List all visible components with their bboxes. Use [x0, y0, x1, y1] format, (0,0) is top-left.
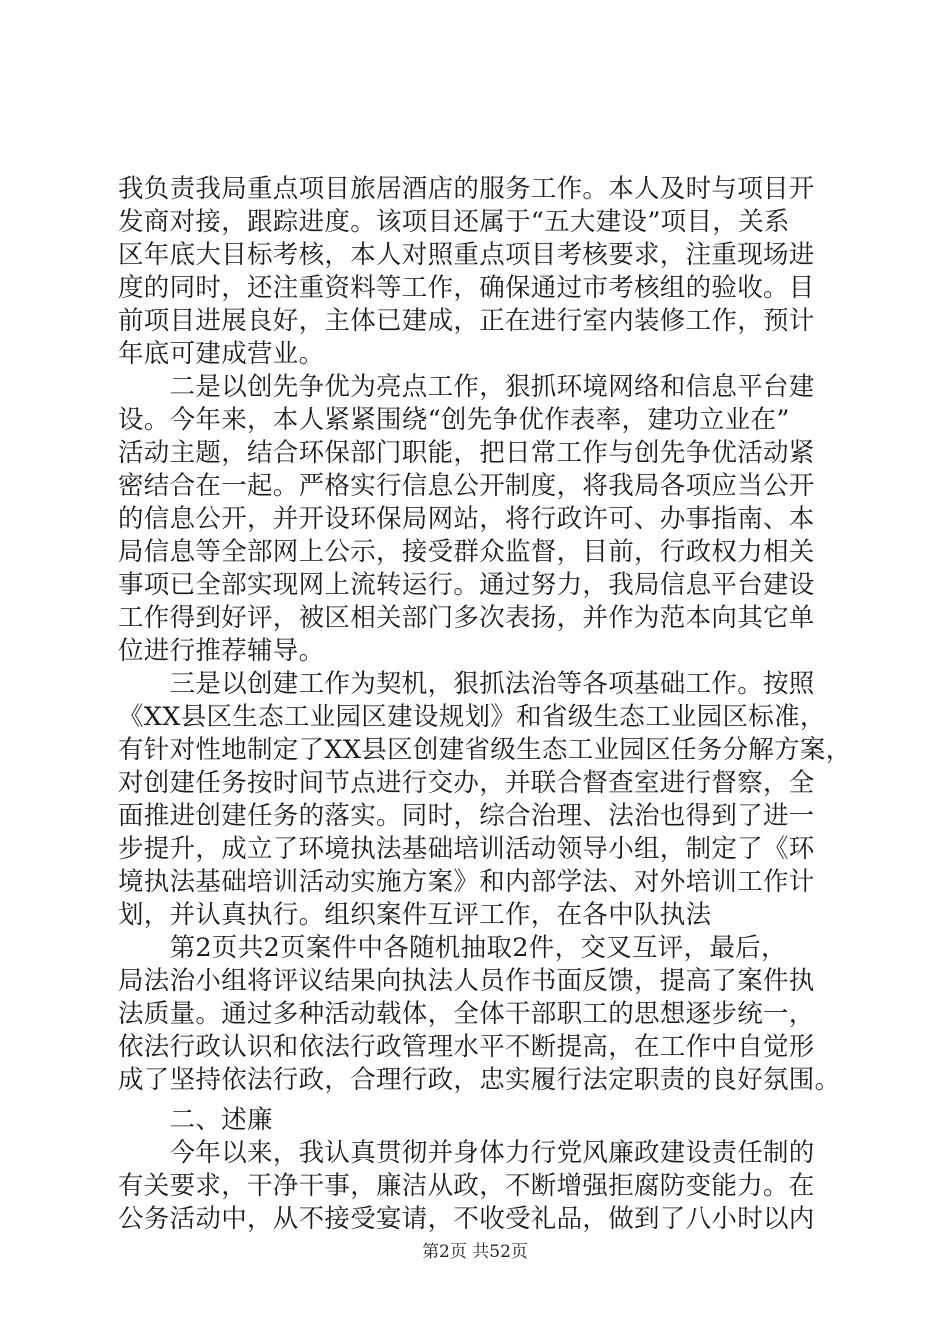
text-line: 依法行政认识和依法行政管理水平不断提高，在工作中自觉形 [118, 1032, 815, 1062]
text-line: 工作得到好评，被区相关部门多次表扬，并作为范本向其它单 [118, 603, 815, 633]
text-line: 区年底大目标考核，本人对照重点项目考核要求，注重现场进 [118, 240, 815, 270]
text-line: 有关要求，干净干事，廉洁从政，不断增强拒腐防变能力。在 [118, 1171, 815, 1201]
text-line: 事项已全部实现网上流转运行。通过努力，我局信息平台建设 [118, 570, 815, 600]
text-line: 局法治小组将评议结果向执法人员作书面反馈，提高了案件执 [118, 966, 815, 996]
text-line: 发商对接，跟踪进度。该项目还属于“五大建设”项目，关系 [118, 207, 790, 237]
text-line: 的信息公开，并开设环保局网站，将行政许可、办事指南、本 [118, 504, 815, 534]
text-line: 活动主题，结合环保部门职能，把日常工作与创先争优活动紧 [118, 438, 815, 468]
text-line: 第2页共2页案件中各随机抽取2件，交叉互评，最后， [118, 933, 787, 963]
text-line: 三是以创建工作为契机，狠抓法治等各项基础工作。按照 [118, 669, 815, 699]
text-line: 面推进创建任务的落实。同时，综合治理、法治也得到了进一 [118, 801, 815, 831]
text-line: 度的同时，还注重资料等工作，确保通过市考核组的验收。目 [118, 273, 815, 303]
text-line: 法质量。通过多种活动载体，全体干部职工的思想逐步统一， [118, 999, 815, 1029]
text-line: 《XX县区生态工业园区建设规划》和省级生态工业园区标准， [118, 702, 826, 732]
text-line: 今年以来，我认真贯彻并身体力行党风廉政建设责任制的 [118, 1138, 815, 1168]
text-line: 有针对性地制定了XX县区创建省级生态工业园区任务分解方案， [118, 735, 852, 765]
text-line: 年底可建成营业。 [118, 339, 325, 369]
text-line: 位进行推荐辅导。 [118, 636, 325, 666]
page-number-footer: 第2页 共52页 [422, 1242, 528, 1262]
text-line: 划，并认真执行。组织案件互评工作，在各中队执法 [118, 900, 712, 930]
text-line: 二是以创先争优为亮点工作，狠抓环境网络和信息平台建 [118, 372, 815, 402]
text-line: 步提升，成立了环境执法基础培训活动领导小组，制定了《环 [118, 834, 815, 864]
section-heading: 二、述廉 [118, 1105, 273, 1135]
text-line: 前项目进展良好，主体已建成，正在进行室内装修工作，预计 [118, 306, 815, 336]
text-line: 对创建任务按时间节点进行交办，并联合督查室进行督察，全 [118, 768, 815, 798]
text-line: 公务活动中，从不接受宴请，不收受礼品，做到了八小时以内 [118, 1204, 815, 1234]
text-line: 设。今年来，本人紧紧围绕“创先争优作表率，建功立业在” [118, 405, 790, 435]
text-line: 我负责我局重点项目旅居酒店的服务工作。本人及时与项目开 [118, 174, 815, 204]
text-line: 局信息等全部网上公示，接受群众监督，目前，行政权力相关 [118, 537, 815, 567]
text-line: 成了坚持依法行政，合理行政，忠实履行法定职责的良好氛围。 [118, 1065, 841, 1095]
text-line: 密结合在一起。严格实行信息公开制度，将我局各项应当公开 [118, 471, 815, 501]
text-line: 境执法基础培训活动实施方案》和内部学法、对外培训工作计 [118, 867, 815, 897]
